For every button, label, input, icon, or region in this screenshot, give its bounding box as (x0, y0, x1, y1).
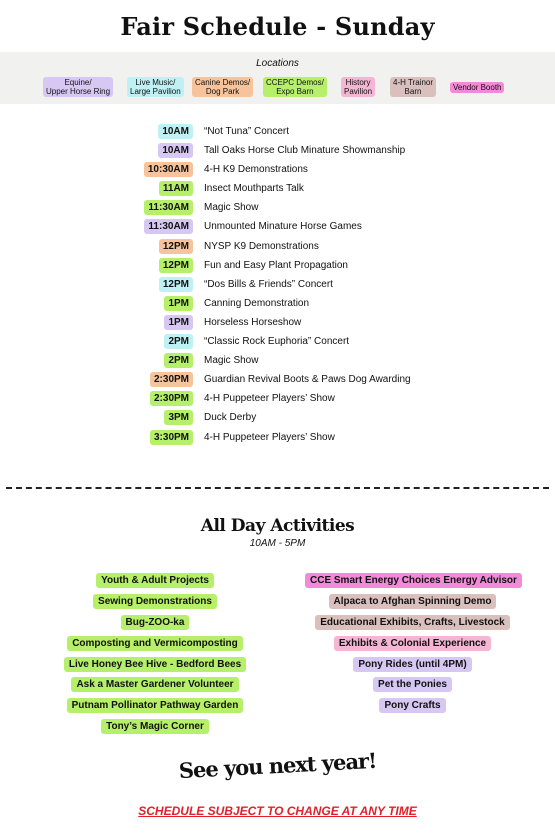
event-title: Unmounted Minature Horse Games (204, 221, 362, 233)
time-badge: 2PM (164, 353, 193, 368)
schedule-row (0, 370, 555, 389)
schedule-row (0, 198, 555, 217)
event-title: Horseless Horseshow (204, 316, 302, 328)
event-title: 4-H Puppeteer Players’ Show (204, 393, 335, 405)
closing-message: See you next year! (178, 747, 377, 784)
location-tag-history: History Pavilion (341, 77, 375, 97)
time-badge: 10AM (158, 124, 193, 139)
location-tag-4h-trainor: 4-H Trainor Barn (390, 77, 436, 97)
location-tag-vendor-booth: Vendor Booth (450, 82, 504, 93)
location-tag-equine: Equine/ Upper Horse Ring (43, 77, 113, 97)
all-day-hours: 10AM - 5PM (249, 538, 306, 549)
event-title: “Classic Rock Euphoria” Concert (204, 336, 350, 348)
time-badge: 11:30AM (144, 219, 193, 234)
time-badge: 12PM (159, 277, 193, 292)
time-badge: 10AM (158, 143, 193, 158)
schedule-row (0, 141, 555, 160)
event-title: 4-H K9 Demonstrations (204, 164, 308, 176)
activity-badge: Pet the Ponies (373, 677, 452, 692)
event-title: Canning Demonstration (204, 297, 310, 309)
page-title: Fair Schedule - Sunday (120, 12, 435, 41)
all-day-title: All Day Activities (200, 516, 355, 536)
schedule-row (0, 275, 555, 294)
time-badge: 10:30AM (144, 162, 193, 177)
activity-badge: Ask a Master Gardener Volunteer (71, 677, 238, 692)
activity-badge: Youth & Adult Projects (96, 573, 214, 588)
schedule-row (0, 389, 555, 408)
schedule-row (0, 237, 555, 256)
activity-badge: Tony’s Magic Corner (101, 719, 209, 734)
time-badge: 11AM (159, 181, 193, 196)
disclaimer-notice: SCHEDULE SUBJECT TO CHANGE AT ANY TIME (138, 804, 417, 818)
schedule-row (0, 256, 555, 275)
all-day-list-right (305, 570, 520, 716)
activity-badge: Pony Crafts (379, 698, 445, 713)
time-badge: 1PM (164, 296, 193, 311)
schedule-row (0, 332, 555, 351)
schedule-list (0, 122, 555, 447)
event-title: Tall Oaks Horse Club Minature Showmanship (204, 145, 406, 157)
event-title: “Dos Bills & Friends” Concert (204, 278, 333, 290)
activity-badge: Sewing Demonstrations (93, 594, 217, 609)
time-badge: 12PM (159, 258, 193, 273)
schedule-row (0, 160, 555, 179)
time-badge: 12PM (159, 239, 193, 254)
time-badge: 3PM (164, 410, 193, 425)
time-badge: 2:30PM (150, 391, 193, 406)
event-title: Duck Derby (204, 412, 257, 424)
schedule-row (0, 179, 555, 198)
schedule-row (0, 217, 555, 236)
location-tag-ccepc-demos: CCEPC Demos/ Expo Barn (263, 77, 327, 97)
event-title: 4-H Puppeteer Players’ Show (204, 431, 335, 443)
time-badge: 1PM (164, 315, 193, 330)
event-title: Magic Show (204, 202, 259, 214)
event-title: Magic Show (204, 355, 259, 367)
activity-badge: Educational Exhibits, Crafts, Livestock (315, 615, 510, 630)
activity-badge: Pony Rides (until 4PM) (353, 657, 471, 672)
event-title: NYSP K9 Demonstrations (204, 240, 319, 252)
activity-badge: Bug-ZOO-ka (121, 615, 190, 630)
activity-badge: CCE Smart Energy Choices Energy Advisor (305, 573, 522, 588)
activity-badge: Exhibits & Colonial Experience (334, 636, 491, 651)
time-badge: 3:30PM (150, 430, 193, 445)
event-title: “Not Tuna” Concert (204, 126, 290, 137)
schedule-row (0, 294, 555, 313)
location-tag-canine-demos: Canine Demos/ Dog Park (192, 77, 253, 97)
all-day-list-left (55, 570, 255, 737)
schedule-row (0, 428, 555, 447)
time-badge: 2:30PM (150, 372, 193, 387)
activity-badge: Alpaca to Afghan Spinning Demo (329, 594, 497, 609)
schedule-row (0, 122, 555, 141)
time-badge: 2PM (164, 334, 193, 349)
schedule-row (0, 313, 555, 332)
locations-legend (0, 52, 555, 104)
event-title: Guardian Revival Boots & Paws Dog Awarding (204, 374, 411, 386)
schedule-row (0, 351, 555, 370)
event-title: Insect Mouthparts Talk (204, 183, 304, 195)
time-badge: 11:30AM (144, 200, 193, 215)
event-title: Fun and Easy Plant Propagation (204, 259, 348, 271)
location-tag-live-music: Live Music/ Large Pavilion (127, 77, 184, 97)
activity-badge: Live Honey Bee Hive - Bedford Bees (64, 657, 246, 672)
section-divider (6, 487, 549, 489)
locations-heading: Locations (256, 58, 299, 69)
location-tags (0, 77, 555, 99)
activity-badge: Composting and Vermicomposting (67, 636, 243, 651)
schedule-row (0, 408, 555, 427)
activity-badge: Putnam Pollinator Pathway Garden (67, 698, 244, 713)
